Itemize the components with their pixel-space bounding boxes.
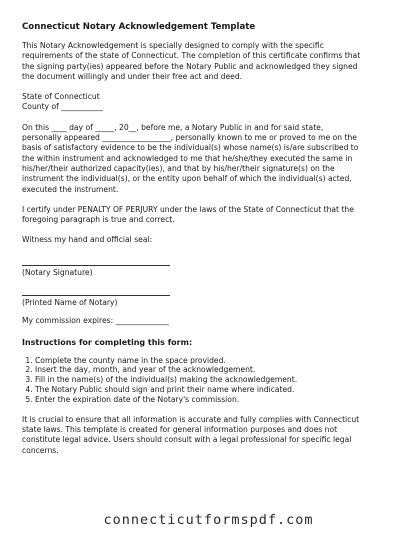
intro-paragraph bbox=[22, 41, 400, 82]
printed-name-label: (Printed Name of Notary) bbox=[22, 298, 118, 308]
venue-county: County of ___________ bbox=[22, 102, 103, 112]
intro-line: the document willingly and under their free act and deed. bbox=[22, 71, 243, 81]
venue-block bbox=[22, 92, 400, 113]
body-line: executed the instrument. bbox=[22, 184, 119, 194]
printed-name-block bbox=[22, 286, 400, 308]
venue-state: State of Connecticut bbox=[22, 92, 100, 102]
disclaimer-paragraph bbox=[22, 415, 400, 456]
disclaimer-line: constitute legal advice. Users should consult with a legal professional for specific legal bbox=[22, 435, 352, 445]
disclaimer-line: state laws. This template is created for general information purposes and does not bbox=[22, 424, 338, 434]
body-line: his/her/their authorized capacity(ies), and that by his/her/their signature(s) on the bbox=[22, 163, 335, 173]
body-line: On this ____ day of _____, 20__, before me, a Notary Public in and for said state, bbox=[22, 122, 324, 132]
instruction-item: 1. Complete the county name in the space provided. bbox=[35, 356, 400, 366]
witness-line: Witness my hand and official seal: bbox=[22, 235, 153, 245]
instructions-title: Instructions for completing this form: bbox=[22, 337, 193, 347]
body-line: the within instrument and acknowledged to me that he/she/they executed the same in bbox=[22, 153, 353, 163]
instruction-item: 5. Enter the expiration date of the Notary's commission. bbox=[35, 395, 400, 405]
document-title: Connecticut Notary Acknowledgement Template bbox=[22, 22, 256, 32]
instruction-item: 4. The Notary Public should sign and print their name where indicated. bbox=[35, 385, 400, 395]
perjury-line: foregoing paragraph is true and correct. bbox=[22, 215, 175, 225]
disclaimer-line: concerns. bbox=[22, 445, 59, 455]
acknowledgement-paragraph bbox=[22, 123, 400, 195]
notary-signature-block bbox=[22, 256, 400, 278]
intro-line: This Notary Acknowledgement is specially designed to comply with the specific bbox=[22, 41, 324, 50]
instruction-item: 3. Fill in the name(s) of the individual(s) making the acknowledgement. bbox=[35, 375, 400, 385]
notary-signature-label: (Notary Signature) bbox=[22, 267, 93, 277]
disclaimer-line: It is crucial to ensure that all information is accurate and fully complies with Connecticut bbox=[22, 414, 360, 424]
intro-line: requirements of the state of Connecticut. The completion of this certificate confirms that bbox=[22, 51, 361, 61]
printed-name-line bbox=[22, 286, 170, 296]
body-line: personally appeared __________________, personally known to me or proved to me on the bbox=[22, 133, 357, 143]
body-line: basis of satisfactory evidence to be the individual(s) whose name(s) is/are subscribed to bbox=[22, 143, 359, 153]
commission-line: My commission expires: ______________ bbox=[22, 316, 169, 326]
site-watermark: connecticutformspdf.com bbox=[103, 512, 314, 528]
body-line: instrument the individual(s), or the entity upon behalf of which the individual(s) acted, bbox=[22, 174, 352, 184]
intro-line: the signing party(ies) appeared before the Notary Public and acknowledged they signed bbox=[22, 61, 358, 71]
perjury-paragraph bbox=[22, 205, 400, 226]
perjury-line: I certify under PENALTY OF PERJURY under the laws of the State of Connecticut that the bbox=[22, 204, 354, 214]
signature-line bbox=[22, 256, 170, 266]
instructions-list bbox=[22, 356, 400, 405]
document-page bbox=[22, 22, 400, 466]
instruction-item: 2. Insert the day, month, and year of the acknowledgement. bbox=[35, 365, 400, 375]
